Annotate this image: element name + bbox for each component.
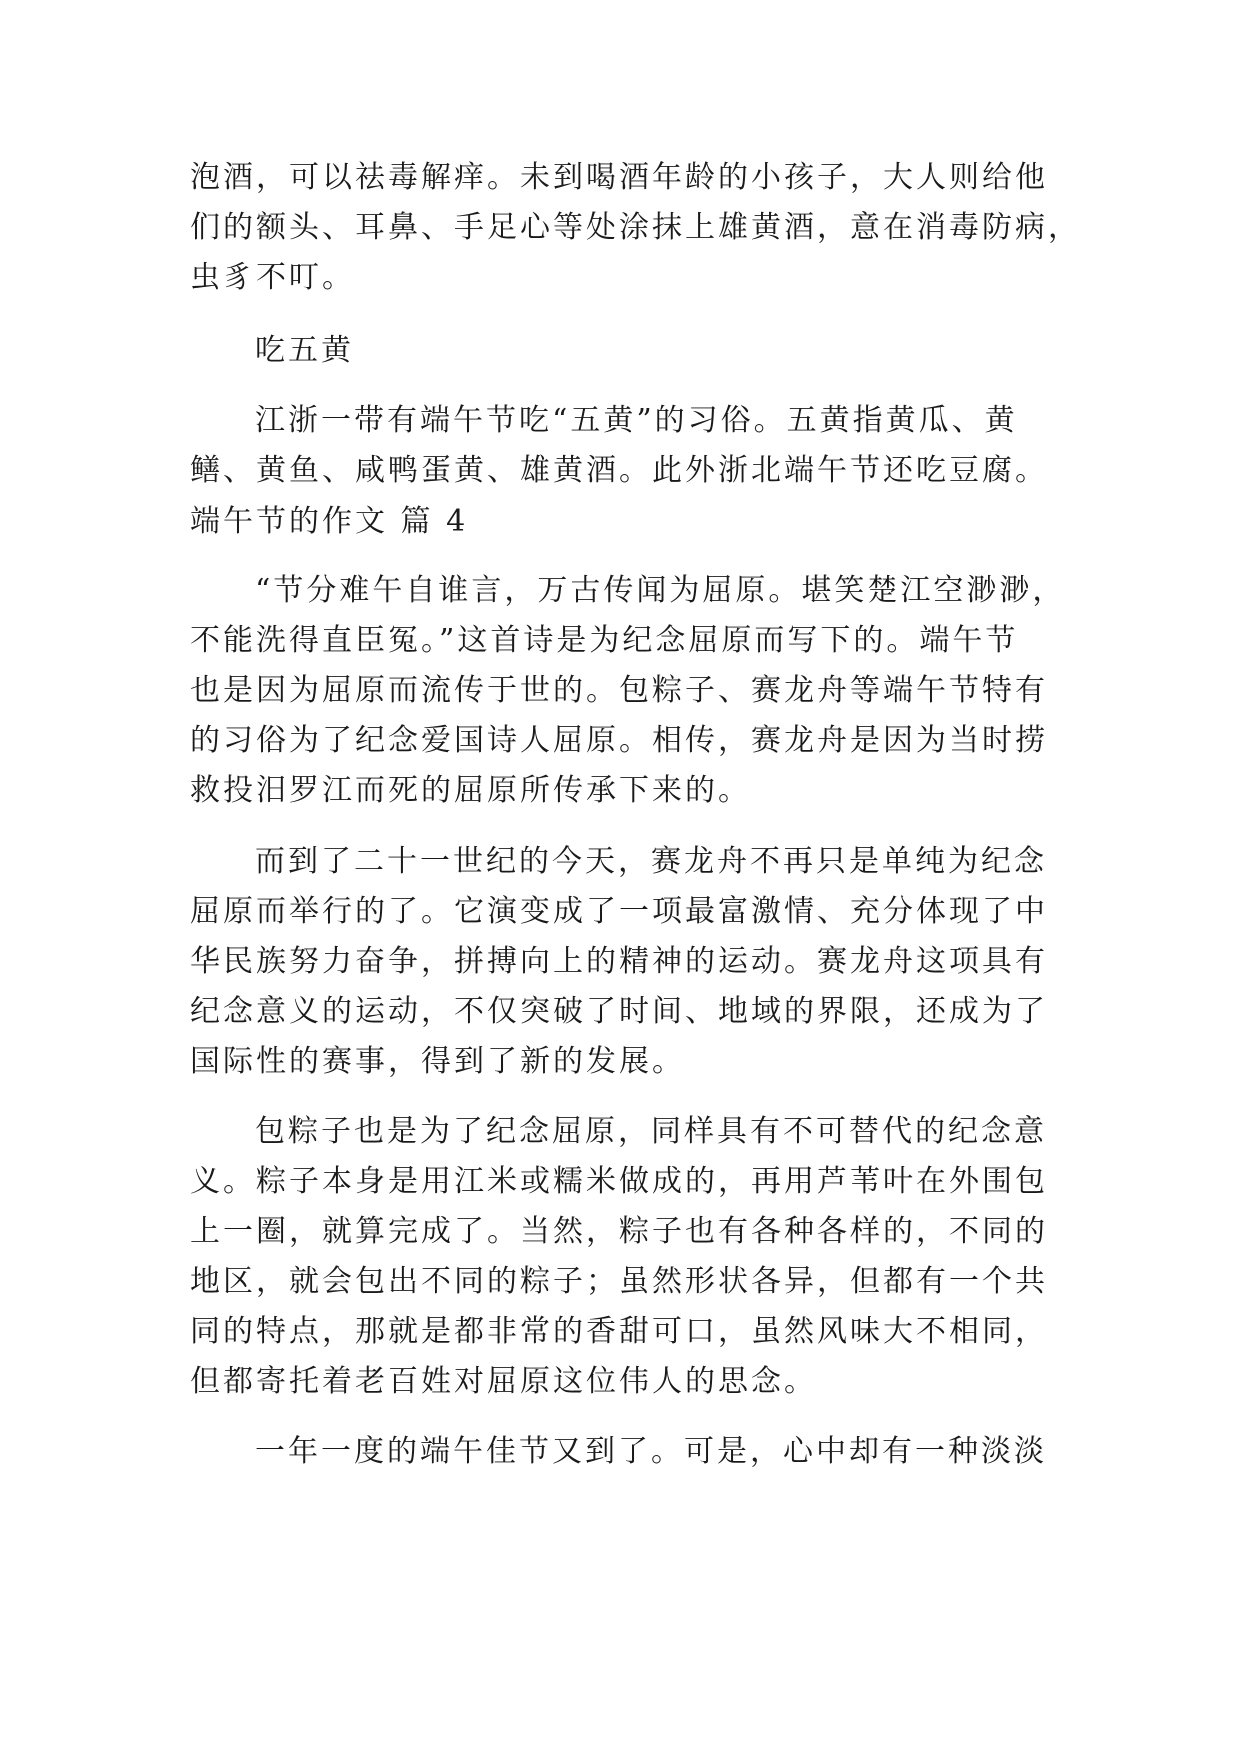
body-line: 江浙一带有端午节吃“五黄”的习俗。五黄指黄瓜、黄 (255, 403, 1018, 438)
body-line: 包粽子也是为了纪念屈原，同样具有不可替代的纪念意 (255, 1114, 1047, 1149)
body-line: 华民族努力奋争，拼搏向上的精神的运动。赛龙舟这项具有 (190, 944, 1048, 979)
body-line: “节分难午自谁言，万古传闻为屈原。堪笑楚江空渺渺， (255, 573, 1066, 608)
body-line: 国际性的赛事，得到了新的发展。 (190, 1044, 685, 1079)
body-line: 义。粽子本身是用江米或糯米做成的，再用芦苇叶在外围包 (190, 1164, 1048, 1199)
body-line: 同的特点，那就是都非常的香甜可口，虽然风味大不相同， (190, 1314, 1048, 1349)
body-line: 屈原而举行的了。它演变成了一项最富激情、充分体现了中 (190, 894, 1048, 929)
body-line: 而到了二十一世纪的今天，赛龙舟不再只是单纯为纪念 (255, 844, 1047, 879)
body-line: 不能洗得直臣冤。”这首诗是为纪念屈原而写下的。端午节 (190, 623, 1019, 658)
body-line: 泡酒，可以祛毒解痒。未到喝酒年龄的小孩子，大人则给他 (190, 160, 1048, 195)
body-line: 们的额头、耳鼻、手足心等处涂抹上雄黄酒，意在消毒防病， (190, 210, 1081, 245)
body-line: 也是因为屈原而流传于世的。包粽子、赛龙舟等端午节特有 (190, 673, 1048, 708)
body-line: 的习俗为了纪念爱国诗人屈原。相传，赛龙舟是因为当时捞 (190, 723, 1048, 758)
body-line: 一年一度的端午佳节又到了。可是，心中却有一种淡淡 (255, 1434, 1047, 1469)
body-line: 鳝、黄鱼、咸鸭蛋黄、雄黄酒。此外浙北端午节还吃豆腐。 (190, 453, 1048, 488)
article-title: 端午节的作文 篇 4 (190, 504, 469, 539)
body-line: 纪念意义的运动，不仅突破了时间、地域的界限，还成为了 (190, 994, 1048, 1029)
body-line: 救投汨罗江而死的屈原所传承下来的。 (190, 773, 751, 808)
body-line: 但都寄托着老百姓对屈原这位伟人的思念。 (190, 1364, 817, 1399)
body-line: 上一圈，就算完成了。当然，粽子也有各种各样的，不同的 (190, 1214, 1048, 1249)
section-heading: 吃五黄 (255, 333, 354, 368)
body-line: 虫豸不叮。 (190, 260, 355, 295)
body-line: 地区，就会包出不同的粽子；虽然形状各异，但都有一个共 (190, 1264, 1048, 1299)
